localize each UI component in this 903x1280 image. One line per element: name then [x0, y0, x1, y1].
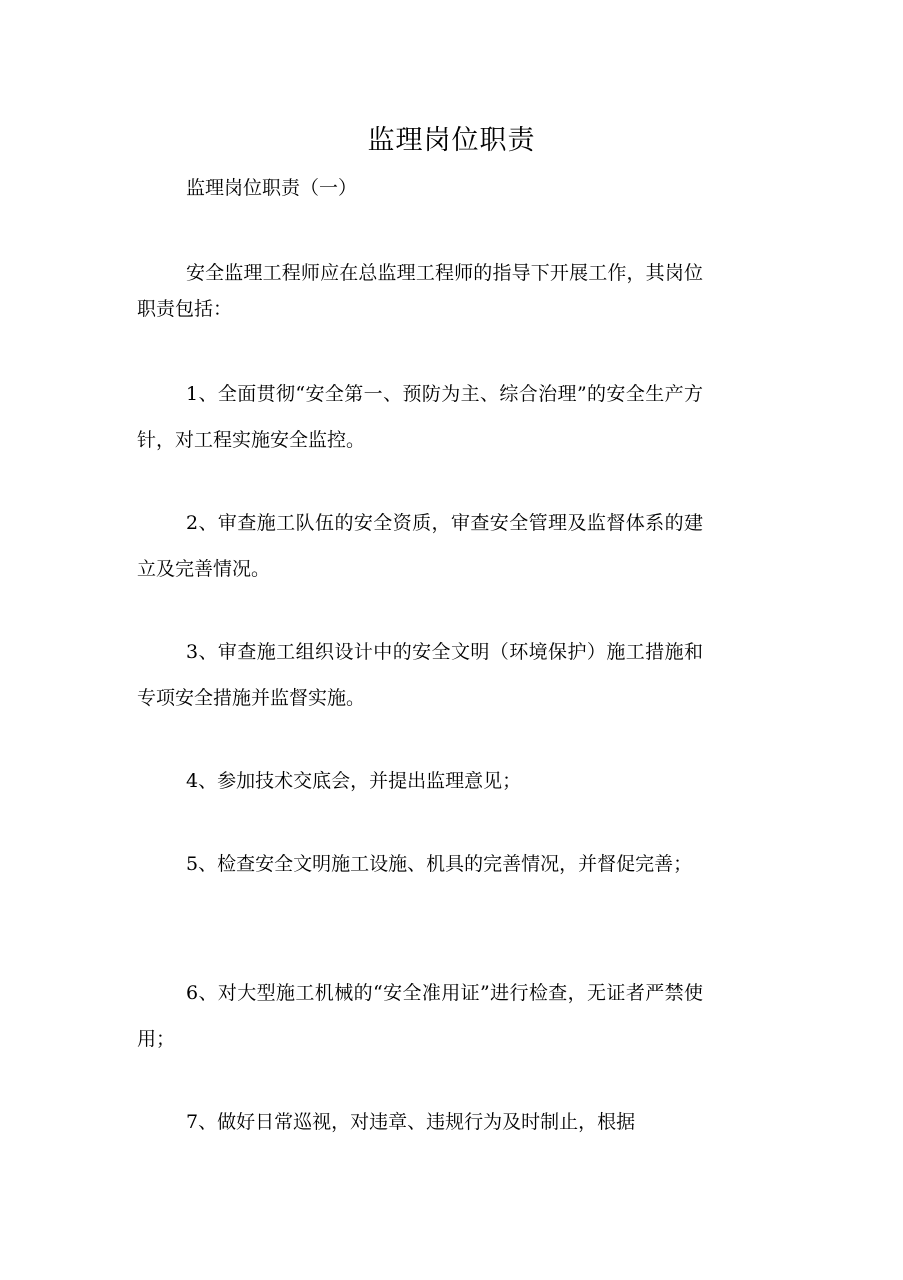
document-title: 监理岗位职责 [367, 125, 536, 156]
document-subtitle: 监理岗位职责（一） [186, 177, 358, 199]
duty-item-6: 6、对大型施工机械的“安全准用证”进行检查，无证者严禁使用； [137, 982, 703, 1050]
duty-item-4: 4、参加技术交底会，并提出监理意见； [186, 770, 522, 792]
duty-item-7: 7、做好日常巡视，对违章、违规行为及时制止，根据 [186, 1111, 636, 1133]
duty-item-3: 3、审查施工组织设计中的安全文明（环境保护）施工措施和专项安全措施并监督实施。 [137, 641, 703, 709]
duty-item-2: 2、审查施工队伍的安全资质，审查安全管理及监督体系的建立及完善情况。 [137, 512, 703, 580]
duty-item-1: 1、全面贯彻“安全第一、预防为主、综合治理”的安全生产方针，对工程实施安全监控。 [137, 383, 703, 451]
intro-paragraph: 安全监理工程师应在总监理工程师的指导下开展工作，其岗位职责包括： [137, 262, 703, 320]
duty-item-5: 5、检查安全文明施工设施、机具的完善情况，并督促完善； [186, 853, 693, 875]
